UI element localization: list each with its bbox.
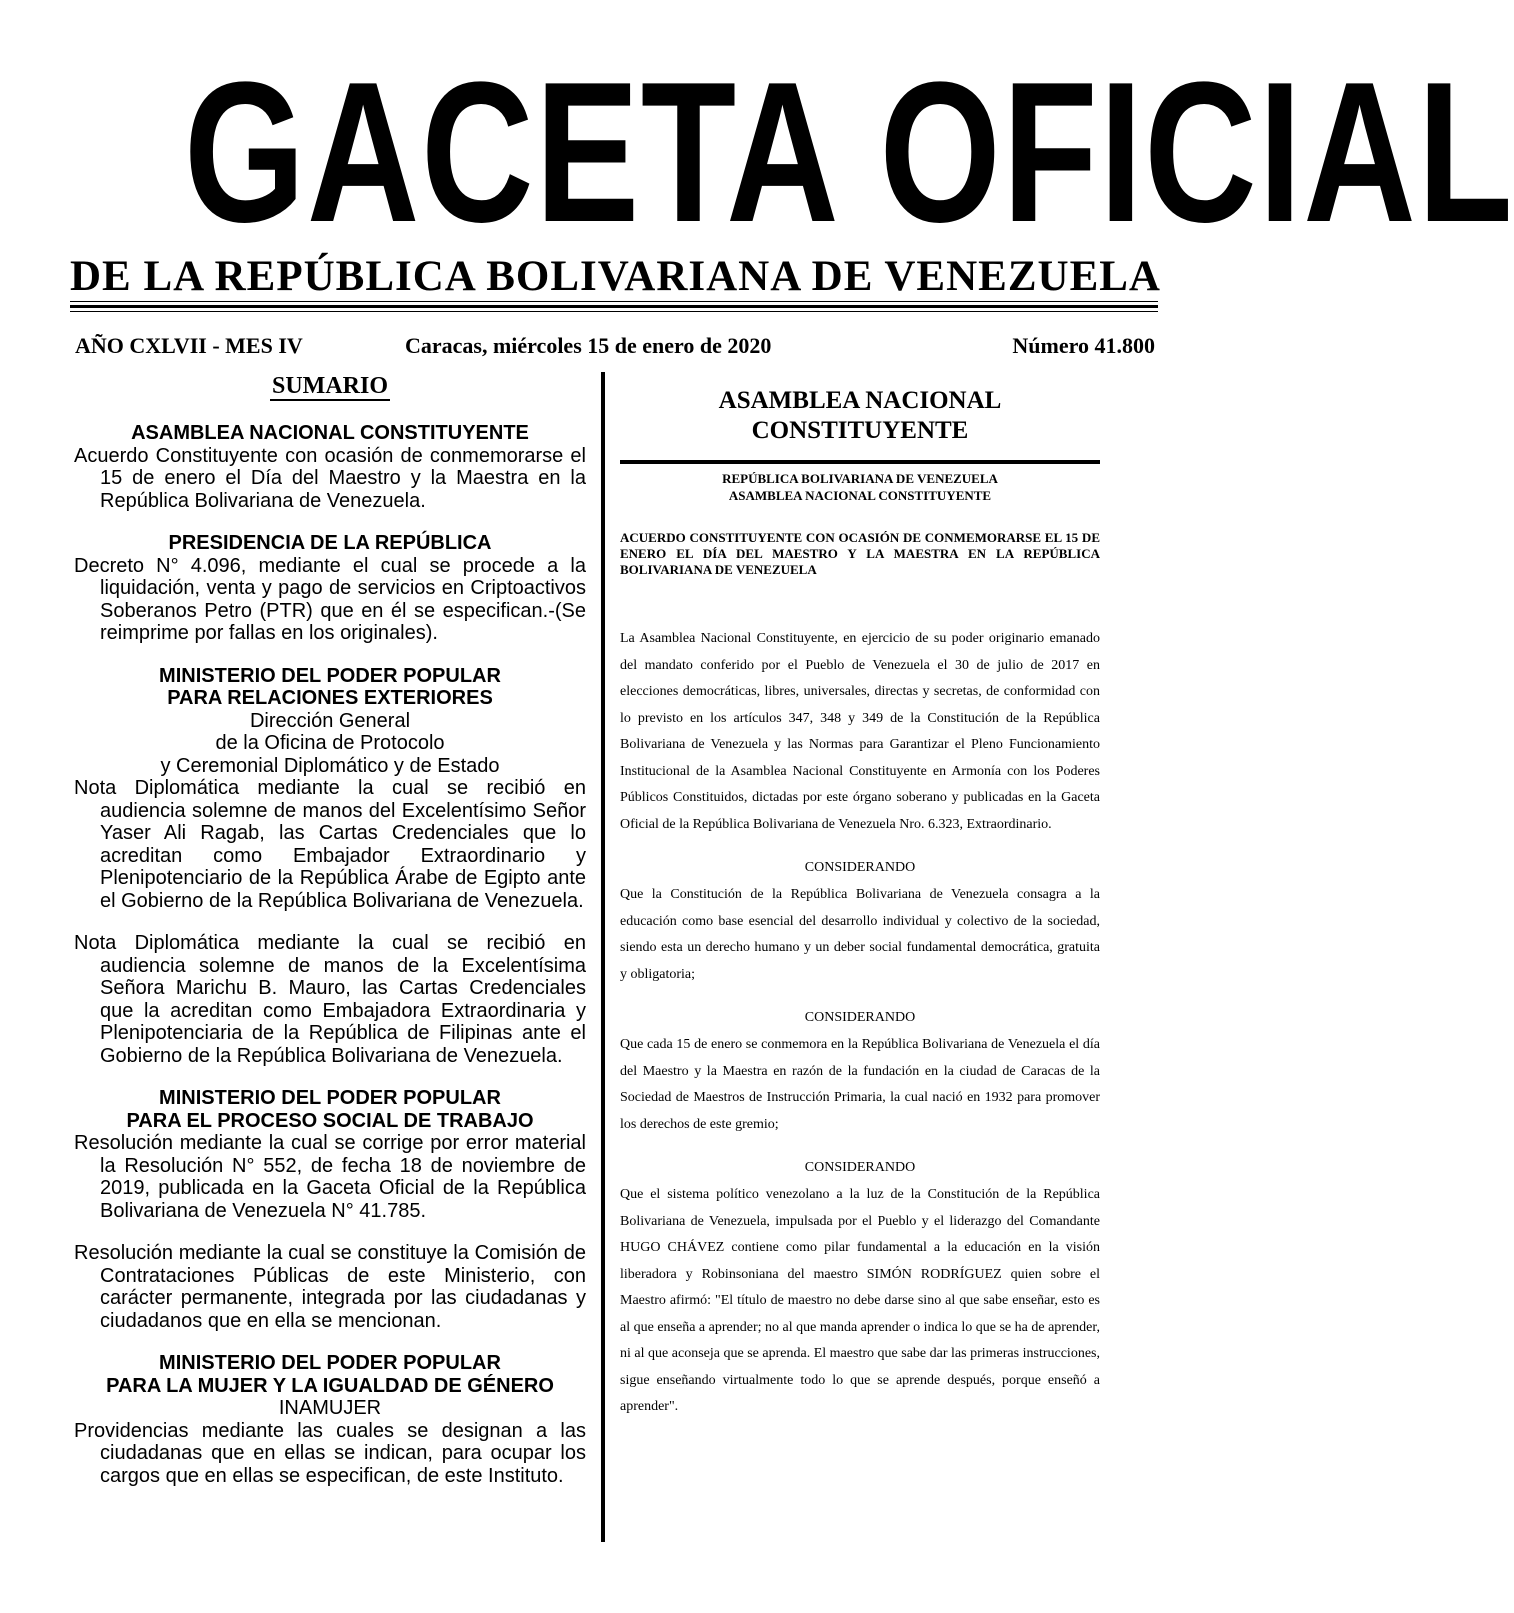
section-subheading: de la Oficina de Protocolo (215, 732, 445, 754)
issue-date: Caracas, miércoles 15 de enero de 2020 (405, 333, 772, 358)
sumario-entry: Resolución mediante la cual se constituye la Comisión de Contrataciones Públicas de este Ministerio, con carácter permanente, integrada por las ciudadanas y ciudadanos que en ella se mencionan. (74, 1242, 586, 1332)
masthead-rule-thin-top (70, 301, 1158, 302)
section-subheading: Dirección General (249, 709, 411, 732)
issuer-line-2: ASAMBLEA NACIONAL CONSTITUYENTE (728, 488, 992, 503)
column-divider (601, 372, 605, 1542)
section-heading: PARA LA MUJER Y LA IGUALDAD DE GÉNERO (106, 1374, 554, 1397)
section-heading: MINISTERIO DEL PODER POPULAR (159, 664, 501, 687)
article-column (620, 378, 1100, 1421)
section-heading: MINISTERIO DEL PODER POPULAR (159, 1087, 501, 1109)
section-heading-bar (620, 460, 1100, 464)
section-heading: MINISTERIO DEL PODER POPULAR (159, 1352, 501, 1374)
masthead-rule-thin-bottom (70, 311, 1158, 312)
sumario-title: SUMARIO (271, 373, 388, 399)
sumario-entry: Nota Diplomática mediante la cual se recibió en audiencia solemne de manos de la Excelentísima Señora Marichu B. Mauro, las Cartas Credenciales que la acreditan como Embajadora Extraordinaria y Plenipotenciaria de la República de Filipinas ante el Gobierno de la República Bolivariana de Venezuela. (74, 932, 586, 1067)
article-intro-paragraph: La Asamblea Nacional Constituyente, en ejercicio de su poder originario emanado del mandato conferido por el Pueblo de Venezuela el 30 de julio de 2017 en elecciones democráticas, libres, universales, directas y secretas, de conformidad con lo previsto en los artículos 347, 348 y 349 de la Constitución de la República Bolivariana de Venezuela y las Normas para Garantizar el Pleno Funcionamiento Institucional de la Asamblea Nacional Constituyente en Armonía con los Poderes Públicos Constituidos, dictadas por este órgano soberano y publicadas en la Gaceta Oficial de la República Bolivariana de Venezuela Nro. 6.323, Extraordinario. (620, 631, 1100, 832)
acuerdo-title: ACUERDO CONSTITUYENTE CON OCASIÓN DE CONMEMORARSE EL 15 DE ENERO EL DÍA DEL MAESTRO Y LA MAESTRA EN LA REPÚBLICA BOLIVARIANA DE VENEZUELA (620, 530, 1100, 577)
sumario-column (74, 372, 586, 1507)
issue-number: Número 41.800 (1012, 333, 1155, 358)
sumario-section-mujer (74, 1352, 586, 1487)
article-section-heading: ASAMBLEA NACIONAL CONSTITUYENTE (718, 387, 1002, 444)
section-heading: PARA EL PROCESO SOCIAL DE TRABAJO (126, 1109, 534, 1132)
issuer-line-1: REPÚBLICA BOLIVARIANA DE VENEZUELA (722, 471, 998, 486)
masthead-rule-thick (70, 305, 1158, 308)
considerando-paragraph: Que el sistema político venezolano a la luz de la Constitución de la República Bolivariana de Venezuela, impulsada por el Pueblo y el liderazgo del Comandante HUGO CHÁVEZ contiene como pilar fundamental a la educación en la visión liberadora y Robinsoniana del maestro SIMÓN RODRÍGUEZ quien sobre el Maestro afirmó: "El título de maestro no debe darse sino al que sabe enseñar, esto es al que enseña a aprender; no al que manda aprender o indica lo que se ha de aprender, ni al que aconseja que se aprenda. El maestro que sabe dar las primeras instrucciones, sigue enseñando virtualmente todo lo que se aprende después, porque enseñó a aprender". (620, 1187, 1100, 1414)
sumario-section-anc (74, 422, 586, 512)
sumario-entry: Acuerdo Constituyente con ocasión de conmemorarse el 15 de enero el Día del Maestro y la Maestra en la República Bolivariana de Venezuela. (74, 444, 586, 512)
sumario-entry: Resolución mediante la cual se corrige por error material la Resolución N° 552, de fecha 18 de noviembre de 2019, publicada en la Gaceta Oficial de la República Bolivariana de Venezuela N° 41.785. (74, 1132, 586, 1222)
considerando-label: CONSIDERANDO (804, 860, 916, 875)
considerando-label: CONSIDERANDO (804, 1160, 916, 1175)
issue-info-bar (75, 333, 1155, 363)
sumario-entry: Decreto N° 4.096, mediante el cual se procede a la liquidación, venta y pago de servicios en Criptoactivos Soberanos Petro (PTR) que en él se especifican.-(Se reimprime por fallas en los originales). (74, 554, 586, 644)
sumario-entry: Providencias mediante las cuales se designan a las ciudadanas que en ellas se indican, para ocupar los cargos que en ellas se especifican, de este Instituto. (74, 1419, 586, 1487)
gazette-subtitle: DE LA REPÚBLICA BOLIVARIANA DE VENEZUELA (70, 253, 1161, 300)
issue-year-month: AÑO CXLVII - MES IV (75, 333, 303, 358)
section-heading: PRESIDENCIA DE LA REPÚBLICA (168, 532, 492, 554)
sumario-section-relaciones-exteriores (74, 665, 586, 1068)
considerando-paragraph: Que cada 15 de enero se conmemora en la República Bolivariana de Venezuela el día del Maestro y la Maestra en razón de la fundación en la ciudad de Caracas de la Sociedad de Maestros de Instrucción Primaria, la cual nació en 1932 para promover los derechos de este gremio; (620, 1037, 1100, 1132)
sumario-section-presidencia (74, 532, 586, 645)
section-subheading: INAMUJER (278, 1397, 382, 1419)
sumario-section-trabajo (74, 1087, 586, 1332)
considerando-paragraph: Que la Constitución de la República Bolivariana de Venezuela consagra a la educación como base esencial del desarrollo individual y colectivo de la sociedad, siendo esta un derecho humano y un deber social fundamental democrática, gratuita y obligatoria; (620, 887, 1100, 982)
sumario-entry: Nota Diplomática mediante la cual se recibió en audiencia solemne de manos del Excelentísimo Señor Yaser Ali Ragab, las Cartas Credenciales que lo acreditan como Embajador Extraordinario y Plenipotenciario de la República Árabe de Egipto ante el Gobierno de la República Bolivariana de Venezuela. (74, 777, 586, 912)
gazette-title: GACETA OFICIAL (183, 41, 1514, 264)
section-subheading: y Ceremonial Diplomático y de Estado (160, 754, 500, 777)
section-heading: PARA RELACIONES EXTERIORES (167, 687, 493, 709)
section-heading: ASAMBLEA NACIONAL CONSTITUYENTE (131, 422, 529, 444)
considerando-label: CONSIDERANDO (804, 1010, 916, 1025)
